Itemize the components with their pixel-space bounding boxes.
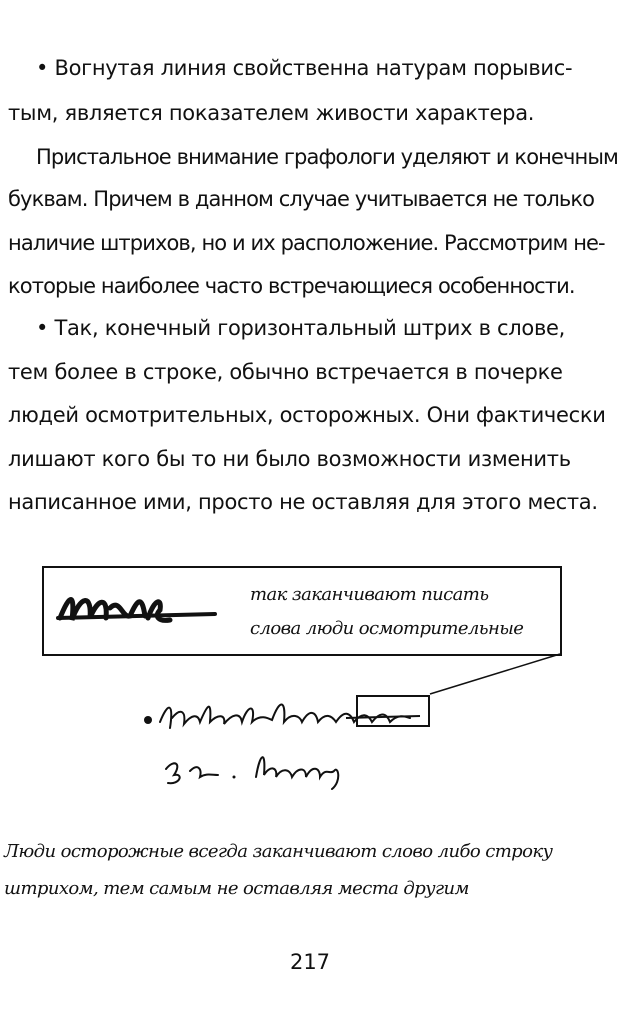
text-line: тым, является показателем живости характера. xyxy=(8,101,535,125)
connector-line xyxy=(420,650,570,700)
box-caption-line: слова люди осмотрительные xyxy=(250,618,524,639)
text-line: буквам. Причем в данном случае учитывается не только xyxy=(8,187,595,211)
figure-caption-line: штрихом, тем самым не оставляя места другим xyxy=(4,878,469,899)
text-line: • Вогнутая линия свойственна натурам порывис- xyxy=(36,56,573,80)
text-line: тем более в строке, обычно встречается в почерке xyxy=(8,360,563,384)
handwriting-sample-3 xyxy=(160,745,380,795)
handwriting-sample-2 xyxy=(140,688,440,748)
text-line: лишают кого бы то ни было возможности изменить xyxy=(8,447,571,471)
text-line: которые наиболее часто встречающиеся особенности. xyxy=(8,274,575,298)
page-number: 217 xyxy=(289,950,331,974)
text-line: наличие штрихов, но и их расположение. Рассмотрим не- xyxy=(8,231,605,255)
box-caption-line: так заканчивают писать xyxy=(250,584,489,605)
text-line: Пристальное внимание графологи уделяют и конечным xyxy=(36,145,618,169)
text-line: • Так, конечный горизонтальный штрих в слове, xyxy=(36,316,566,340)
figure-caption-line: Люди осторожные всегда заканчивают слово либо строку xyxy=(4,841,553,862)
handwriting-sample-1 xyxy=(50,578,225,638)
text-line: написанное ими, просто не оставляя для этого места. xyxy=(8,490,598,514)
text-line: людей осмотрительных, осторожных. Они фактически xyxy=(8,403,606,427)
